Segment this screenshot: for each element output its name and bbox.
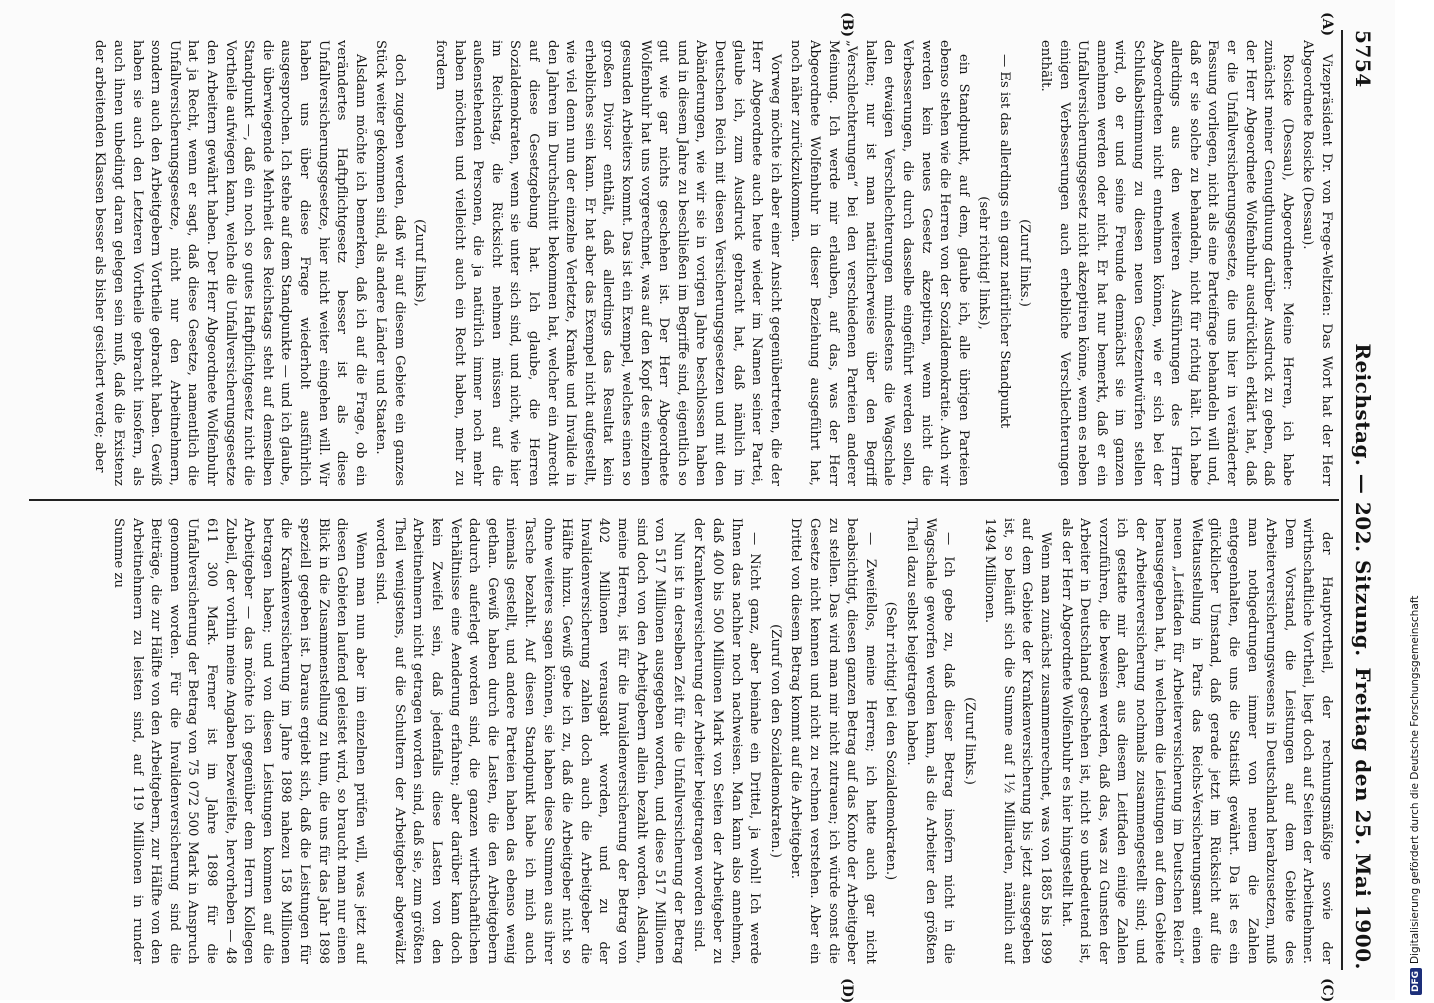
- interjection: (Zuruf links),: [412, 219, 428, 307]
- paragraph: ein Standpunkt, auf dem, glaube ich, alle übrigen Parteien ebenso stehen wie die Herren von der Sozialdemokratie. Auch wir werden kein neues Gesetz akzeptiren, wenn nicht die Verbesserungen, die durch dasselbe eingeführt werden sollen, den etwaigen Verschlechterungen mindestens die Wagschale halten; nur ist man natürlicherweise über den Begriff „Verschlechterungen“ bei den verschiedenen Parteien anderer Meinung. Ich werde mir erlauben, auf das, was der Herr Abgeordnete Wolfenbuhr in dieser Beziehung ausgeführt hat, noch näher zurückzukommen.: [788, 40, 971, 486]
- paragraph: — Es ist das allerdings ein ganz natürlicher Standpunkt: [996, 54, 1012, 429]
- page-header: [1347, 30, 1377, 970]
- dfg-logo-icon: DFG: [1410, 968, 1422, 995]
- page-number: 5754: [1351, 30, 1375, 88]
- funding-notice: Digitalisierung gefördert durch die Deutsche Forschungsgemeinschaft: [1409, 595, 1421, 964]
- margin-marker-c: (C): [1319, 978, 1335, 1003]
- margin-marker-d: (D): [839, 978, 855, 1003]
- paragraph: Wenn man nun aber im einzelnen prüfen will, was jetzt auf diesen Gebieten laufend geleistet wird, so braucht man nur einen Blick in die Zusammenstellung zu thun, die uns für das Jahr 1898 speziell gegeben ist. Daraus ergiebt sich, daß die Leistungen für die Krankenversicherung im Jahre 1898 nahezu 158 Millionen betragen haben; und von diesen Leistungen kommen auf die Arbeitgeber — das möchte ich gegenüber dem Herrn Kollegen Zubeil, der vorhin meine Angaben bezweifelte, hervorheben — 48 611 300 Mark. Ferner ist im Jahre 1898 für die Unfallversicherung der Betrag von 75 072 500 Mark in Anspruch genommen worden. Für die Invalidenversicherung sind die Beiträge, die zur Hälfte von den Arbeitgebern, zur Hälfte von den Arbeitnehmern zu leisten sind, auf 119 Millionen in runder Summe zu: [111, 518, 368, 964]
- paragraph: doch zugeben werden, daß wir auf diesem Gebiete ein ganzes Stück weiter gekommen sind, als andere Länder und Staaten.: [373, 40, 407, 486]
- interjection: (sehr richtig! links),: [976, 196, 992, 330]
- left-column: [35, 40, 1335, 486]
- paragraph: — Ich gebe zu, daß dieser Betrag insofern nicht in die Wagschale geworfen werden kann, als die Arbeiter den größten Theil dazu selbst beigetragen haben.: [903, 518, 957, 964]
- header-rule: [1341, 30, 1343, 970]
- paragraph: Rosicke (Dessau), Abgeordneter: Meine Herren, ich habe zunächst meiner Genugthuung darüber Ausdruck zu geben, daß der Herr Abgeordnete Wolfenbuhr ausdrücklich erklärt hat, daß er die Unfallversicherungsgesetze, die uns hier in veränderter Fassung vorliegen, nicht als eine Parteifrage behandeln will und, daß er sie solche zu behandeln, nicht für richtig hält. Ich habe allerdings aus den weiteren Ausführungen des Herrn Abgeordneten nicht entnehmen können, wie er sich bei der Schlußabstimmung zu diesen neuen Gesetzentwürfen stellen wird, ob er und seine Freunde demnächst sie im ganzen annehmen werden oder nicht. Er hat nur bemerkt, daß er ein Unfallversicherungsgesetz nicht akzeptiren könne, wenn es neben einigen Verbesserungen auch erhebliche Verschlechterungen enthält.: [1038, 40, 1295, 486]
- paragraph: Alsdann möchte ich bemerken, daß ich auf die Frage, ob ein verändertes Haftpflichtgesetz besser ist als diese Unfallversicherungsgesetze, hier nicht weiter eingehen will. Wir haben uns über diese Frage wiederholt ausführlich ausgesprochen. Ich stehe auf dem Standpunkte — und ich glaube, die überwiegende Mehrheit des Reichstags steht auf demselben Standpunkt —, daß ein noch so gutes Haftpflichtgesetz nicht die Vortheile aufwiegen kann, welche die Unfallversicherungsgesetze den Arbeitern gewährt haben. Der Herr Abgeordnete Wolfenbuhr hat ja Recht, wenn er sagt, daß diese Gesetze, namentlich die Unfallversicherungsgesetze, nicht nur den Arbeitnehmern, sondern auch den Arbeitgebern Vortheile gebracht haben. Gewiß haben sie auch den Letzteren Vortheile gebracht insofern, als auch ihnen unbedingt daran gelegen sein muß, daß die Existenz der arbeitenden Klassen besser als bisher gesichert werde; aber: [92, 40, 368, 486]
- interjection: (Zuruf links.): [1017, 219, 1033, 307]
- paragraph: — Zweifellos, meine Herren; ich hatte auch gar nicht beabsichtigt, diesen ganzen Betrag auf das Konto der Arbeitgeber zu stellen. Das wird man mir nicht zutrauen; ich würde sonst die Gesetze nicht kennen und nicht zu rechnen verstehen. Aber ein Drittel von diesem Betrag kommt auf die Arbeitgeber.: [788, 518, 878, 964]
- column-divider: [29, 499, 1339, 501]
- session-date: Freitag den 25. Mai 1900.: [1351, 667, 1375, 970]
- right-column: [35, 518, 1335, 964]
- paragraph: der Hauptvortheil, der rechnungsmäßige sowie der wirthschaftliche Vortheil, liegt doch auf Seiten der Arbeitnehmer. Dem Vorstand, die Leistungen auf dem Gebiete des Arbeiterversicherungswesens in Deutschland herabzusetzen, muß man nothgedrungen immer von neuem die Zahlen entgegenhalten, die uns die Statistik gewährt. Da ist es ein glücklicher Umstand, daß gerade jetzt im Rücksicht auf die Weltausstellung in Paris das Reichs-Versicherungsamt einen neuen „Leitfaden für Arbeiterversicherung im Deutschen Reich“ herausgegeben hat, in welchem die Leistungen auf dem Gebiete der Arbeiterversicherung nochmals zusammengestellt sind; und ich gestatte mir daher, aus diesem Leitfaden einige Zahlen vorzuführen, die beweisen werden, daß das, was zu Gunsten der Arbeiter in Deutschland geschehen ist, nicht so unbedeutend ist, als der Herr Abgeordnete Wolfenbuhr es hier hingestellt hat.: [1058, 518, 1334, 964]
- interjection: (Zuruf von den Sozialdemokraten.): [767, 624, 783, 858]
- paragraph: Nun ist in derselben Zeit für die Unfallversicherung der Betrag von 517 Millionen ausgegeben worden, und diese 517 Millionen sind doch von den Arbeitgebern allein bezahlt worden. Alsdann, meine Herren, ist für die Invalidenversicherung der Betrag von 402 Millionen verausgabt worden, und zu der Invalidenversicherung zahlen doch auch die Arbeitgeber die Hälfte hinzu. Gewiß gebe ich zu, daß die Arbeitgeber nicht so ohne weiteres sagen können, sie haben diese Summen aus ihrer Tasche bezahlt. Auf diesen Standpunkt habe ich mich auch niemals gestellt, und andere Parteien haben das ebenso wenig gethan. Gewiß haben durch die Lasten, die den Arbeitgebern dadurch auferlegt worden sind, die ganzen wirthschaftlichen Verhältnisse eine Aenderung erfahren; aber darüber kann doch kein Zweifel sein, daß jedenfalls diese Lasten von den Arbeitnehmern nicht getragen worden sind, daß sie, zum größten Theil wenigstens, auf die Schultern der Arbeitgeber abgewälzt worden sind.: [373, 518, 686, 964]
- funding-footer: [1405, 0, 1434, 1000]
- paragraph: Vizepräsident Dr. von Frege-Weltzien: Das Wort hat der Herr Abgeordnete Rosicke (Dessau).: [1300, 40, 1334, 486]
- paragraph: Wenn man zunächst zusammenrechnet, was von 1885 bis 1899 auf dem Gebiete der Krankenversicherung bis jetzt ausgegeben ist, so beläuft sich die Summe auf 1½ Milliarden, nämlich auf 1494 Millionen.: [982, 518, 1054, 964]
- interjection: (Zuruf links.): [961, 697, 977, 785]
- margin-marker-b: (B): [839, 12, 855, 38]
- session-title: Reichstag. — 202. Sitzung.: [1351, 343, 1375, 657]
- paragraph: Vorweg möchte ich aber einer Ansicht gegenübertreten, die der Herr Abgeordnete auch heute wieder im Namen seiner Partei, glaube ich, zum Ausdruck gebracht hat, daß nämlich im Deutschen Reich mit diesen Versicherungsgesetzen und mit den Abänderungen, wie wir sie in vorigen Jahre beschlossen haben und in diesem Jahre zu beschließen im Begriffe sind, eigentlich so gut wie gar nichts geschehen ist. Der Herr Abgeordnete Wolfenbuhr hat uns vorgerechnet, was auf den Kopf des einzelnen gesunden Arbeiters kommt. Das ist ein Exempel, welches einen so großen Divisor enthält, daß allerdings das Resultat kein erhebliches sein kann. Er hat aber das Exempel nicht aufgestellt, wie viel denn nun der einzelne Verletzte, Kranke und Invalide in den Jahren im Durchschnitt bekommen hat, welcher ein Anrecht auf diese Gesetzgebung hat. Ich glaube, die Herren Sozialdemokraten, wenn sie unter sich sind, und nicht, wie hier im Reichstag, die Rücksicht nehmen müssen auf die außenstehenden Personen, die ja natürlich immer noch mehr haben möchten und vielleicht auch ein Recht haben, mehr zu fordern: [433, 40, 783, 486]
- margin-marker-a: (A): [1319, 12, 1335, 37]
- paragraph: — Nicht ganz, aber beinahe ein Drittel, ja wohl! Ich werde Ihnen das nachher noch nachweisen. Man kann also annehmen, daß 400 bis 500 Millionen Mark von Seiten der Arbeitgeber zu der Krankenversicherung der Arbeiter beigetragen worden sind.: [691, 518, 763, 964]
- interjection: (Sehr richtig! bei den Sozialdemokraten.): [883, 601, 899, 881]
